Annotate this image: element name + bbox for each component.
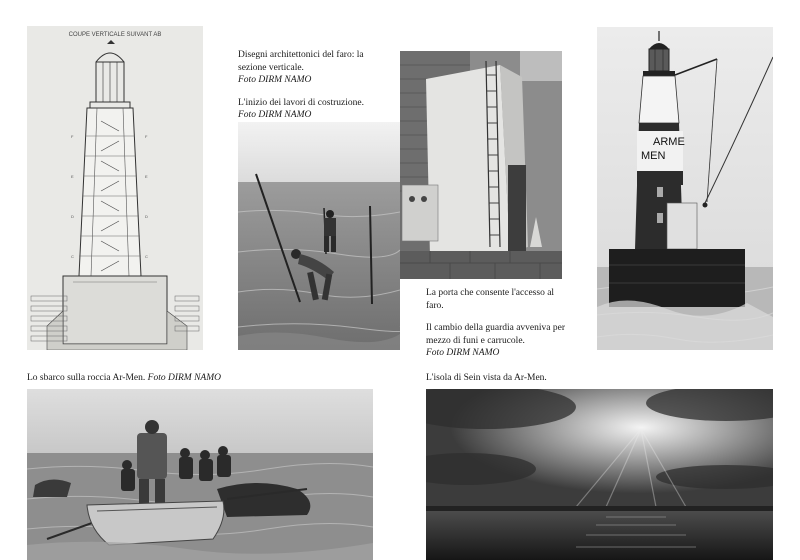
construction-photo (238, 122, 400, 350)
caption-sein (426, 372, 766, 385)
svg-text:C: C (145, 254, 148, 259)
landing-photo (27, 389, 373, 560)
svg-text:E: E (71, 174, 74, 179)
landing-illustration (27, 389, 373, 560)
sign-arme: ARME (653, 136, 685, 148)
sign-men: MEN (641, 150, 666, 162)
caption-construction-credit: Foto DIRM NAMO (238, 110, 312, 120)
caption-landing-text: Lo sbarco sulla roccia Ar-Men. (27, 373, 146, 383)
caption-door-guard (426, 287, 566, 360)
caption-sein-text: L'isola di Sein vista da Ar-Men. (426, 373, 547, 383)
drawing-title: COUPE VERTICALE SUIVANT AB (68, 32, 162, 38)
caption-drawings-text: Disegni architettonici del faro: la sezione verticale. (238, 50, 364, 73)
svg-text:C: C (71, 254, 74, 259)
caption-guard-credit: Foto DIRM NAMO (426, 348, 500, 358)
caption-door-text: La porta che consente l'accesso al faro. (426, 288, 555, 311)
construction-illustration (238, 122, 400, 350)
svg-text:E: E (145, 174, 148, 179)
sein-photo (426, 389, 773, 560)
architectural-drawing (27, 26, 203, 350)
sein-illustration (426, 389, 773, 560)
lighthouse-photo (597, 27, 773, 350)
caption-guard-text: Il cambio della guardia avveniva per mezzo di funi e carrucole. (426, 323, 566, 346)
caption-drawings-credit: Foto DIRM NAMO (238, 75, 312, 85)
svg-text:F: F (145, 134, 148, 139)
lighthouse-illustration (597, 27, 773, 350)
caption-landing-credit: Foto DIRM NAMO (147, 373, 221, 383)
caption-construction-text: L'inizio dei lavori di costruzione. (238, 97, 364, 108)
door-illustration (400, 51, 562, 279)
svg-text:D: D (71, 214, 74, 219)
caption-drawings-construction (238, 49, 388, 122)
drawing-illustration (27, 26, 203, 350)
caption-landing (27, 372, 367, 385)
svg-text:D: D (145, 214, 148, 219)
svg-text:F: F (71, 134, 74, 139)
door-photo (400, 51, 562, 279)
